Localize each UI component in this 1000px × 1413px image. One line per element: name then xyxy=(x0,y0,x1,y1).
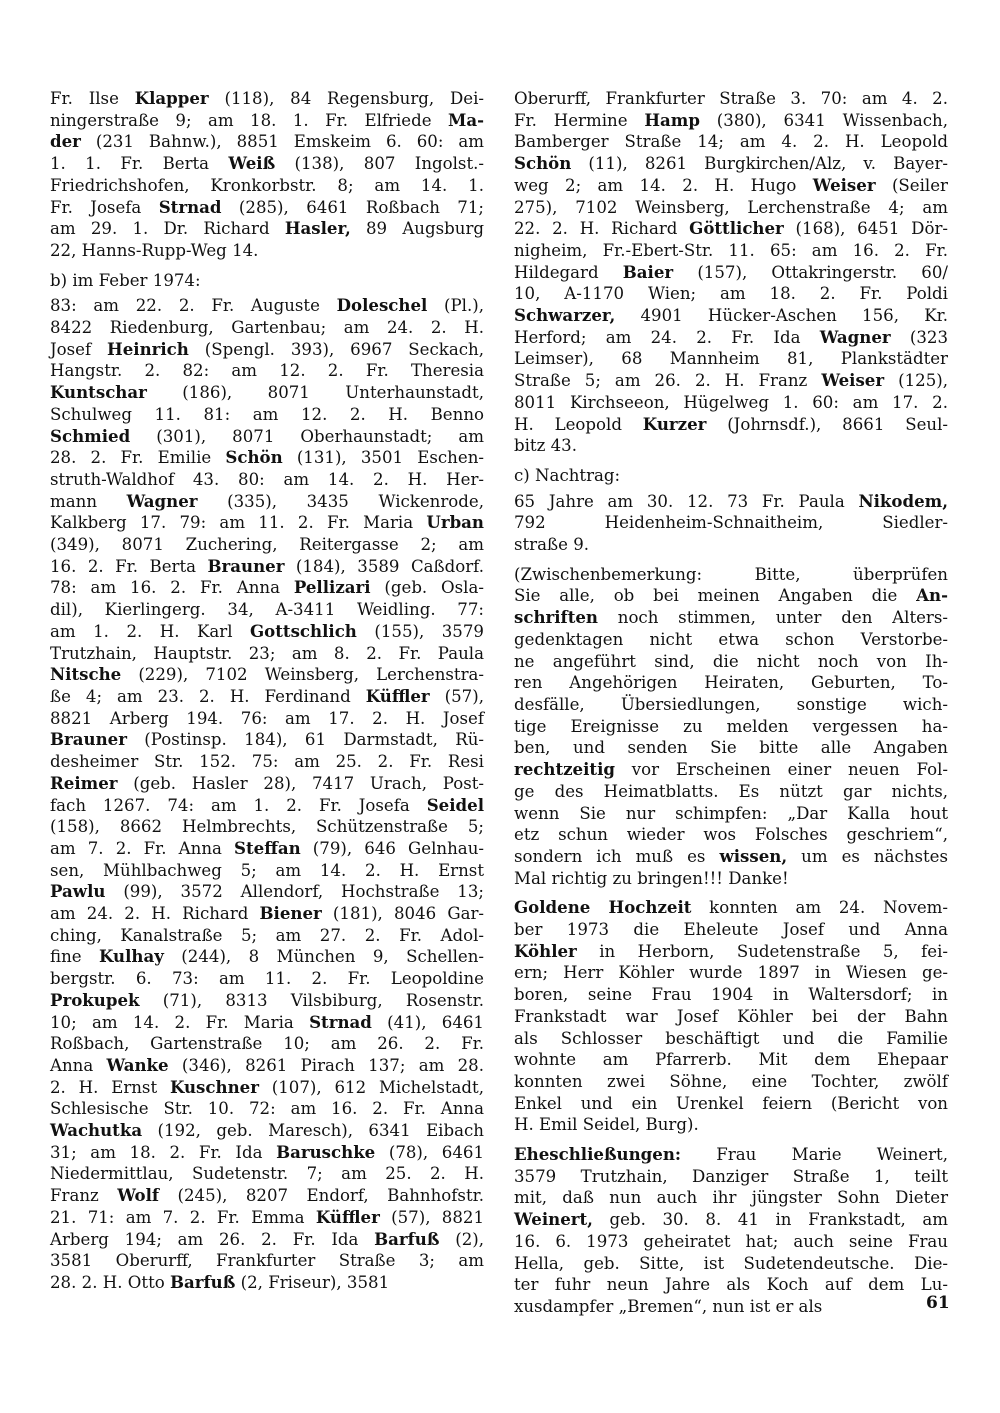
text-line: 16. 6. 1973 geheiratet hat; auch seine Frau xyxy=(514,1231,948,1251)
text-line: Fr. Hermine Hamp (380), 6341 Wissenbach, xyxy=(514,109,948,130)
text-line: am 24. 2. H. Richard Biener (181), 8046 Gar- xyxy=(50,903,485,924)
text-line: Fr. Josefa Strnad (285), 6461 Roßbach 71; xyxy=(50,196,484,217)
text-line: mit, daß nun auch ihr jüngster Sohn Dieter xyxy=(514,1188,948,1208)
text-line: 8821 Arberg 194. 76: am 17. 2. H. Josef xyxy=(50,708,484,728)
birthday-list-february xyxy=(50,295,484,1293)
text-line: Reimer (geb. Hasler 28), 7417 Urach, Post- xyxy=(50,772,484,793)
text-line: 275), 7102 Weinsberg, Lerchenstraße 4; am xyxy=(514,197,948,217)
text-line: struth-Waldhof 43. 80: am 14. 2. H. Her- xyxy=(50,469,484,489)
text-line: 28. 2. H. Otto Barfuß (2, Friseur), 3581 xyxy=(50,1271,390,1292)
text-line: am 7. 2. Fr. Anna Steffan (79), 646 Gelnhau- xyxy=(50,837,484,858)
addendum-paragraph xyxy=(514,491,948,556)
text-line: Brauner (Postinsp. 184), 61 Darmstadt, Rü- xyxy=(50,729,484,750)
text-line: Frankstadt war Josef Köhler bei der Bahn xyxy=(514,1006,948,1026)
text-line: (349), 8071 Zuchering, Reitergasse 2; am xyxy=(50,535,484,555)
text-line: Oberurff, Frankfurter Straße 3. 70: am 4. 2. xyxy=(514,89,948,108)
text-line: straße 9. xyxy=(514,535,590,555)
text-line: Weinert, geb. 30. 8. 41 in Frankstadt, am xyxy=(514,1209,948,1230)
text-line: 10; am 14. 2. Fr. Maria Strnad (41), 6461 xyxy=(50,1011,484,1032)
text-line: Köhler in Herborn, Sudetenstraße 5, fei- xyxy=(514,940,948,961)
text-line: schriften noch stimmen, unter den Alters- xyxy=(514,607,948,628)
golden-wedding-paragraph xyxy=(514,897,948,1136)
text-line: 31; am 18. 2. Fr. Ida Baruschke (78), 6461 xyxy=(50,1141,485,1162)
text-line: Enkel und ein Urenkel feiern (Bericht von xyxy=(514,1093,948,1113)
text-line: (158), 8662 Helmbrechts, Schützenstraße 5; xyxy=(50,817,484,837)
text-line: Schulweg 11. 81: am 12. 2. H. Benno xyxy=(50,404,484,424)
left-column xyxy=(50,88,484,1302)
text-line: der (231 Bahnw.), 8851 Emskeim 6. 60: am xyxy=(50,131,484,152)
text-line: etz schun wieder wos Folsches geschriem“, xyxy=(514,825,948,845)
text-line: ningerstraße 9; am 18. 1. Fr. Elfriede Ma- xyxy=(50,109,484,130)
text-line: fach 1267. 74: am 1. 2. Fr. Josefa Seidel xyxy=(50,794,484,815)
text-line: Anna Wanke (346), 8261 Pirach 137; am 28. xyxy=(50,1054,484,1075)
text-line: 16. 2. Fr. Berta Brauner (184), 3589 Caßdorf. xyxy=(50,555,484,576)
marriages-paragraph xyxy=(514,1144,948,1318)
text-line: Kalkberg 17. 79: am 11. 2. Fr. Maria Urban xyxy=(50,512,484,533)
text-line: desfälle, Übersiedlungen, sonstige wich- xyxy=(514,694,948,714)
text-line: Hella, geb. Sitte, ist Sudetendeutsche. Die- xyxy=(514,1253,948,1273)
text-line: 83: am 22. 2. Fr. Auguste Doleschel (Pl.), xyxy=(50,295,484,316)
page-number: 61 xyxy=(926,1293,950,1313)
section-heading-addendum: c) Nachtrag: xyxy=(514,465,621,485)
text-line: ber 1973 die Eheleute Josef und Anna xyxy=(514,920,948,940)
text-line: 10, A-1170 Wien; am 18. 2. Fr. Poldi xyxy=(514,284,948,304)
text-line: 21. 71: am 7. 2. Fr. Emma Küffler (57), 8821 xyxy=(50,1206,484,1227)
text-line: Sie alle, ob bei meinen Angaben die An- xyxy=(514,585,948,606)
text-line: am 1. 2. H. Karl Gottschlich (155), 3579 xyxy=(50,620,484,641)
text-line: Kuntschar (186), 8071 Unterhaunstadt, xyxy=(50,382,484,403)
text-line: bergstr. 6. 73: am 11. 2. Fr. Leopoldine xyxy=(50,969,484,989)
text-line: wohnte am Pfarrerb. Mit dem Ehepaar xyxy=(514,1050,948,1070)
right-column xyxy=(514,88,948,1326)
text-line: konnten zwei Söhne, eine Tochter, zwölf xyxy=(514,1071,948,1091)
text-line: (Zwischenbemerkung: Bitte, überprüfen xyxy=(514,564,948,584)
text-line: ren Angehörigen Heiraten, Geburten, To- xyxy=(514,673,948,693)
birthday-list-february-continued xyxy=(514,88,948,457)
text-line: Schön (11), 8261 Burgkirchen/Alz, v. Bayer- xyxy=(514,153,948,174)
text-line: ben, und senden Sie bitte alle Angaben xyxy=(514,738,948,758)
text-line: 22. 2. H. Richard Göttlicher (168), 6451 Dör- xyxy=(514,218,948,239)
text-line: 8422 Riedenburg, Gartenbau; am 24. 2. H. xyxy=(50,318,484,338)
text-line: H. Leopold Kurzer (Johrnsdf.), 8661 Seul- xyxy=(514,413,949,434)
text-line: tige Ereignisse zu melden vergessen ha- xyxy=(514,716,948,736)
text-line: Schlesische Str. 10. 72: am 16. 2. Fr. Anna xyxy=(50,1099,484,1119)
text-line: Hangstr. 2. 82: am 12. 2. Fr. Theresia xyxy=(50,361,484,381)
text-line: nigheim, Fr.-Ebert-Str. 11. 65: am 16. 2. Fr. xyxy=(514,240,948,260)
text-line: sondern ich muß es wissen, um es nächstes xyxy=(514,845,949,866)
text-line: 78: am 16. 2. Fr. Anna Pellizari (geb. Osla- xyxy=(50,577,484,598)
text-line: ne angeführt sind, die nicht noch von Ih- xyxy=(514,651,948,671)
text-line: bitz 43. xyxy=(514,436,578,456)
text-line: Goldene Hochzeit konnten am 24. Novem- xyxy=(514,897,948,918)
text-line: am 29. 1. Dr. Richard Hasler, 89 Augsburg xyxy=(50,218,484,239)
text-line: 792 Heidenheim-Schnaitheim, Siedler- xyxy=(514,513,948,533)
text-line: ge des Heimatblatts. Es nützt gar nichts, xyxy=(514,781,948,801)
text-line: sen, Mühlbachweg 5; am 14. 2. H. Ernst xyxy=(50,860,484,880)
text-line: 3581 Oberurff, Frankfurter Straße 3; am xyxy=(50,1251,484,1271)
text-line: Prokupek (71), 8313 Vilsbiburg, Rosenstr. xyxy=(50,989,484,1010)
text-line: wenn Sie nur schimpfen: „Dar Kalla hout xyxy=(514,803,948,823)
interim-remark-paragraph xyxy=(514,564,948,890)
text-line: Fr. Ilse Klapper (118), 84 Regensburg, Dei- xyxy=(50,88,484,108)
section-heading-february: b) im Feber 1974: xyxy=(50,270,201,290)
text-line: 65 Jahre am 30. 12. 73 Fr. Paula Nikodem, xyxy=(514,490,948,511)
text-line: xusdampfer „Bremen“, nun ist er als xyxy=(514,1296,823,1316)
text-line: ße 4; am 23. 2. H. Ferdinand Küffler (57), xyxy=(50,685,484,706)
text-line: Wachutka (192, geb. Maresch), 6341 Eibach xyxy=(50,1120,484,1141)
text-line: gedenktagen nicht etwa schon Verstorbe- xyxy=(514,629,948,649)
birthday-list-january-end xyxy=(50,88,484,262)
text-line: Hildegard Baier (157), Ottakringerstr. 60/ xyxy=(514,261,948,282)
text-line: desheimer Str. 152. 75: am 25. 2. Fr. Resi xyxy=(50,752,484,772)
text-line: Franz Wolf (245), 8207 Endorf, Bahnhofstr. xyxy=(50,1185,484,1206)
text-line: 2. H. Ernst Kuschner (107), 612 Michelstadt, xyxy=(50,1076,484,1097)
text-line: Straße 5; am 26. 2. H. Franz Weiser (125), xyxy=(514,370,949,391)
text-line: fine Kulhay (244), 8 München 9, Schellen- xyxy=(50,946,484,967)
text-line: Arberg 194; am 26. 2. Fr. Ida Barfuß (2), xyxy=(50,1228,484,1249)
text-line: ern; Herr Köhler wurde 1897 in Wiesen ge- xyxy=(514,963,948,983)
text-line: ching, Kanalstraße 5; am 27. 2. Fr. Adol- xyxy=(50,925,484,945)
text-line: 1. 1. Fr. Berta Weiß (138), 807 Ingolst.- xyxy=(50,153,484,174)
text-line: boren, seine Frau 1904 in Waltersdorf; in xyxy=(514,985,948,1005)
text-line: Schmied (301), 8071 Oberhaunstadt; am xyxy=(50,425,484,446)
text-line: 28. 2. Fr. Emilie Schön (131), 3501 Eschen- xyxy=(50,447,484,468)
text-line: H. Emil Seidel, Burg). xyxy=(514,1115,699,1135)
text-line: 3579 Trutzhain, Danziger Straße 1, teilt xyxy=(514,1166,948,1186)
text-line: Herford; am 24. 2. Fr. Ida Wagner (323 xyxy=(514,326,949,347)
text-line: Josef Heinrich (Spengl. 393), 6967 Seckach, xyxy=(50,338,484,359)
text-line: Bamberger Straße 14; am 4. 2. H. Leopold xyxy=(514,132,948,152)
text-line: ter fuhr neun Jahre als Koch auf dem Lu- xyxy=(514,1275,948,1295)
text-line: Trutzhain, Hauptstr. 23; am 8. 2. Fr. Paula xyxy=(50,643,484,663)
text-line: weg 2; am 14. 2. H. Hugo Weiser (Seiler xyxy=(514,174,948,195)
text-line: Leimser), 68 Mannheim 81, Plankstädter xyxy=(514,349,948,369)
text-line: 8011 Kirchseeon, Hügelweg 1. 60: am 17. 2. xyxy=(514,392,948,412)
text-line: dil), Kierlingerg. 34, A-3411 Weidling. 77: xyxy=(50,600,484,620)
text-line: rechtzeitig vor Erscheinen einer neuen Fol- xyxy=(514,759,948,780)
text-line: Schwarzer, 4901 Hücker-Aschen 156, Kr. xyxy=(514,305,948,326)
text-line: Niedermittlau, Sudetenstr. 7; am 25. 2. H. xyxy=(50,1164,484,1184)
text-line: Roßbach, Gartenstraße 10; am 26. 2. Fr. xyxy=(50,1034,484,1054)
text-line: Mal richtig zu bringen!!! Danke! xyxy=(514,868,789,888)
text-line: 22, Hanns-Rupp-Weg 14. xyxy=(50,240,259,260)
text-line: Eheschließungen: Frau Marie Weinert, xyxy=(514,1144,948,1165)
text-line: Pawlu (99), 3572 Allendorf, Hochstraße 13; xyxy=(50,881,484,902)
text-line: Friedrichshofen, Kronkorbstr. 8; am 14. 1. xyxy=(50,175,484,195)
text-line: als Schlosser beschäftigt und die Familie xyxy=(514,1028,948,1048)
text-line: Nitsche (229), 7102 Weinsberg, Lerchenstra- xyxy=(50,664,484,685)
text-line: mann Wagner (335), 3435 Wickenrode, xyxy=(50,490,485,511)
